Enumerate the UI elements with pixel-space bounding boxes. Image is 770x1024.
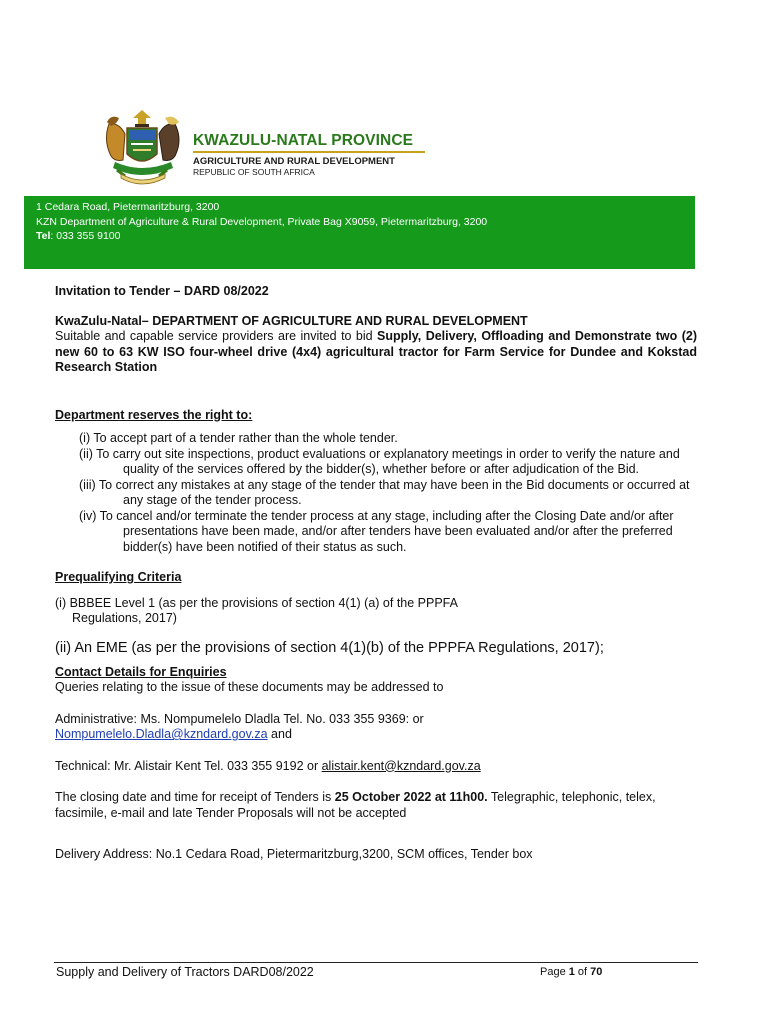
telephone-line — [36, 229, 695, 244]
technical-contact — [55, 759, 697, 775]
address-band — [24, 196, 695, 269]
invitation-title: Invitation to Tender – DARD 08/2022 — [55, 284, 269, 298]
delivery-address: Delivery Address: No.1 Cedara Road, Pietermaritzburg,3200, SCM offices, Tender box — [55, 847, 533, 861]
kzn-coat-of-arms-icon — [95, 104, 190, 188]
intro-text: Suitable and capable service providers are invited to bid — [55, 329, 378, 343]
department-name: AGRICULTURE AND RURAL DEVELOPMENT — [193, 156, 395, 167]
list-item: (ii) To carry out site inspections, product evaluations or explanatory meetings in order to verify the nature and quality of the services offered by the bidder(s), whether before or after adjudication of the Bid. — [79, 446, 680, 476]
prequal-criterion-1: (i) BBBEE Level 1 (as per the provisions of section 4(1) (a) of the PPPFA — [55, 595, 458, 610]
prequal-criterion-2: (ii) An EME (as per the provisions of section 4(1)(b) of the PPPFA Regulations, 2017); — [55, 639, 604, 656]
tel-label: Tel — [36, 230, 51, 242]
page-number — [540, 966, 602, 978]
tech-text: Technical: Mr. Alistair Kent Tel. 033 355 9192 or — [55, 758, 322, 773]
list-item: (iii) To correct any mistakes at any stage of the tender that may have been in the Bid documents or occurred at any stage of the tender process. — [79, 477, 690, 507]
admin-email-link[interactable]: Nompumelelo.Dladla@kzndard.gov.za — [55, 727, 268, 741]
reserves-list — [55, 431, 697, 555]
tender-subject: Supply, Delivery, Offloading and Demonstrate two (2) new 60 to 63 KW ISO four-wheel drive (4x4) agricultural tractor for Farm Service for Dundee and Kokstad Research Station — [55, 329, 697, 374]
admin-email-line — [55, 727, 697, 743]
admin-contact: Administrative: Ms. Nompumelelo Dladla Tel. No. 033 355 9369: or — [55, 711, 424, 726]
admin-and: and — [267, 727, 292, 741]
of-word: of — [574, 966, 591, 978]
list-item: (i) To accept part of a tender rather than the whole tender. — [79, 431, 398, 445]
letterhead-divider — [193, 151, 425, 153]
department-heading: KwaZulu-Natal– DEPARTMENT OF AGRICULTURE AND RURAL DEVELOPMENT — [55, 313, 528, 328]
closing-text-b: Telegraphic, telephonic, telex, facsimile, e-mail and late Tender Proposals will not be accepted — [55, 790, 656, 820]
footer-divider — [54, 962, 698, 963]
closing-text-a: The closing date and time for receipt of Tenders is — [55, 790, 335, 804]
prequal-criterion-1-cont: Regulations, 2017) — [72, 611, 177, 625]
address-line-2: KZN Department of Agriculture & Rural Development, Private Bag X9059, Pietermaritzburg, 3200 — [36, 215, 488, 228]
footer-title: Supply and Delivery of Tractors DARD08/2022 — [56, 965, 314, 979]
closing-datetime: 25 October 2022 at 11h00. — [334, 790, 488, 804]
address-line-1: 1 Cedara Road, Pietermaritzburg, 3200 — [36, 201, 220, 213]
closing-date-paragraph — [55, 790, 697, 821]
republic-name: REPUBLIC OF SOUTH AFRICA — [193, 167, 315, 177]
contact-intro: Queries relating to the issue of these documents may be addressed to — [55, 680, 444, 694]
tender-description — [55, 329, 697, 376]
tech-email-link[interactable]: alistair.kent@kzndard.gov.za — [321, 758, 481, 773]
page-word: Page — [540, 966, 569, 978]
contact-heading: Contact Details for Enquiries — [55, 664, 227, 679]
prequal-heading: Prequalifying Criteria — [55, 570, 182, 584]
page-current: 1 — [568, 966, 575, 978]
document-body — [55, 284, 697, 863]
tel-value: : 033 355 9100 — [50, 230, 121, 242]
list-item: (iv) To cancel and/or terminate the tender process at any stage, including after the Closing Date and/or after presentations have been made, and/or after tenders have been evaluated and/or after the preferred bidder(s) have been notified of their status as such. — [79, 508, 674, 554]
letterhead — [95, 104, 455, 194]
reserves-heading: Department reserves the right to: — [55, 407, 253, 422]
page-total: 70 — [590, 966, 603, 978]
province-title: KWAZULU-NATAL PROVINCE — [193, 132, 414, 149]
